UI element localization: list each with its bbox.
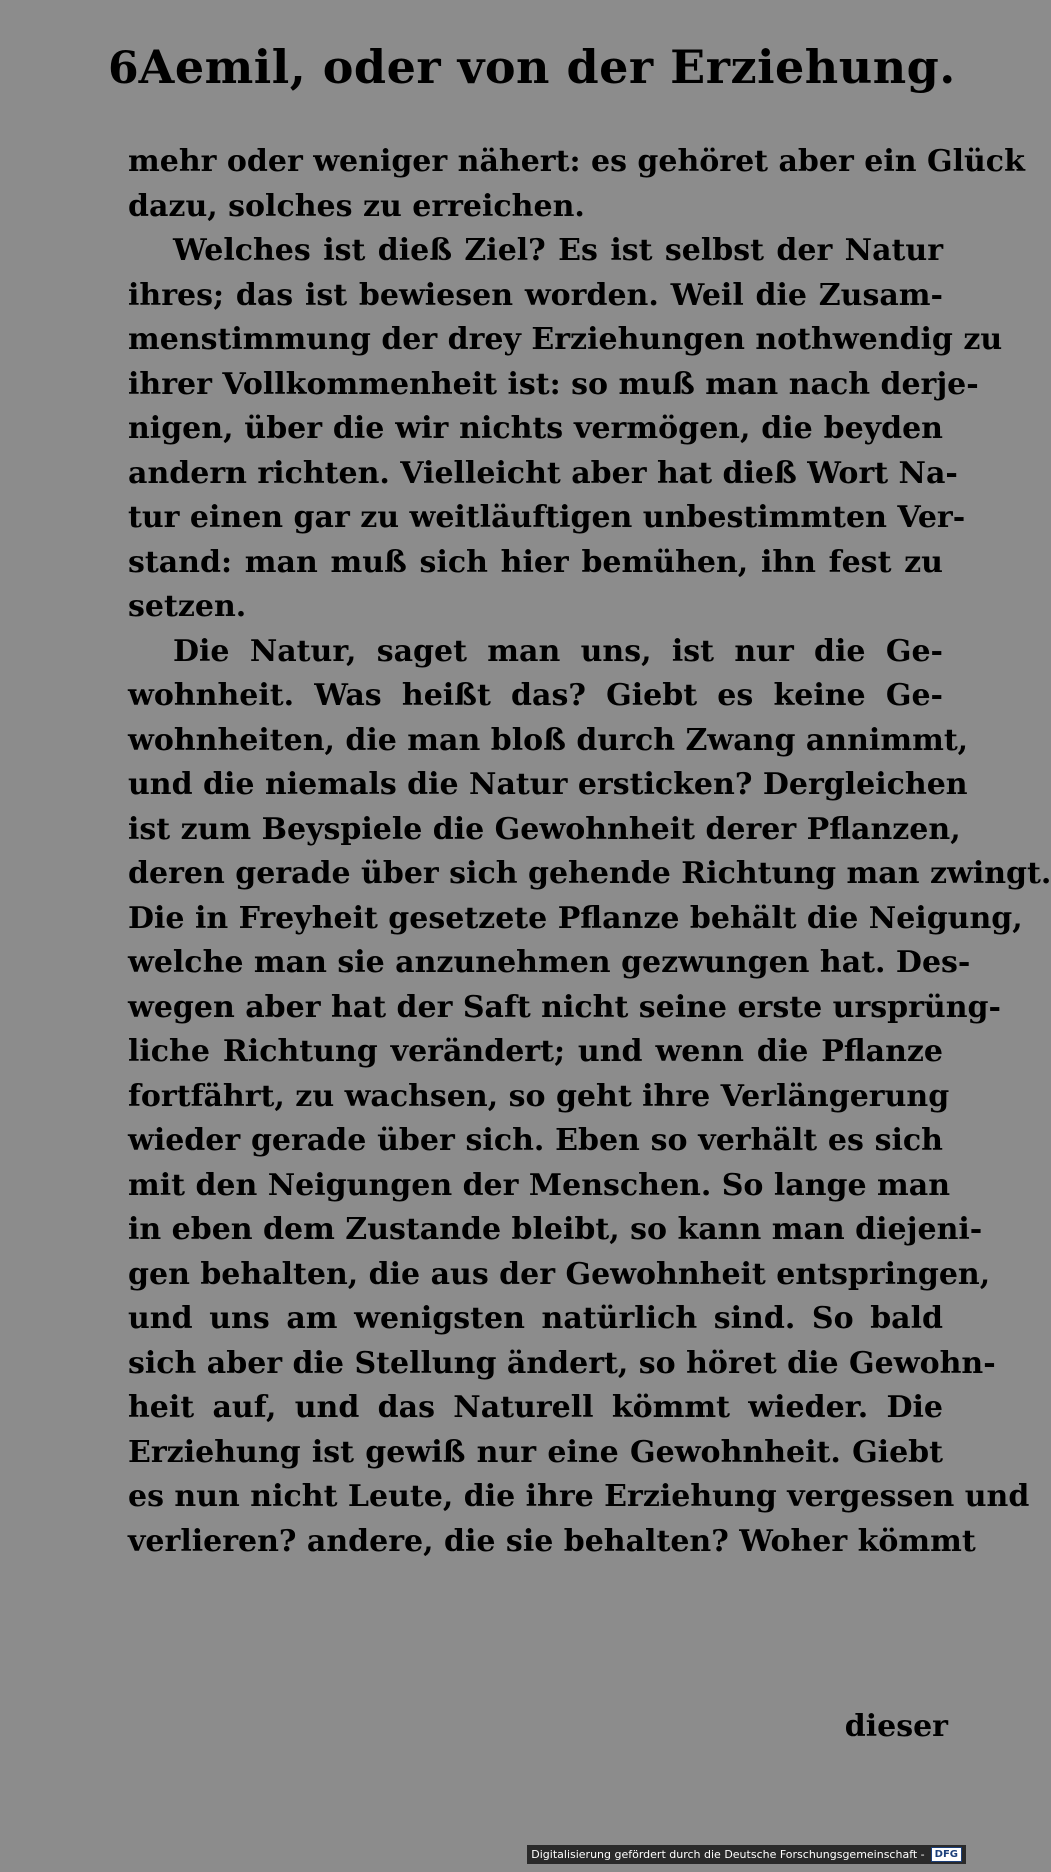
text-line: und uns am wenigsten natürlich sind. So bald <box>128 1301 943 1336</box>
text-line: deren gerade über sich gehende Richtung man zwingt. <box>128 856 1051 891</box>
text-line: ihrer Vollkommenheit ist: so muß man nach derje- <box>128 366 979 402</box>
text-line: tur einen gar zu weitläuftigen unbestimmten Ver- <box>128 500 966 535</box>
text-line: es nun nicht Leute, die ihre Erziehung vergessen und <box>128 1479 1030 1514</box>
text-line: liche Richtung verändert; und wenn die Pflanze <box>128 1034 943 1069</box>
text-line: Welches ist dieß Ziel? Es ist selbst der Natur <box>173 233 943 268</box>
catchword: dieser <box>844 1709 948 1744</box>
text-line: wegen aber hat der Saft nicht seine erste ursprüng- <box>128 989 1001 1025</box>
text-line: wieder gerade über sich. Eben so verhält es sich <box>128 1123 943 1158</box>
text-line: gen behalten, die aus der Gewohnheit entspringen, <box>128 1256 991 1292</box>
text-line: nigen, über die wir nichts vermögen, die beyden <box>128 411 943 446</box>
text-line: Die Natur, saget man uns, ist nur die Ge- <box>173 633 943 669</box>
credit-text: Digitalisierung gefördert durch die Deutsche Forschungsgemeinschaft - <box>531 1848 925 1861</box>
text-line: und die niemals die Natur ersticken? Dergleichen <box>128 767 968 802</box>
text-line: welche man sie anzunehmen gezwungen hat. Des- <box>128 945 971 980</box>
page-number: 6 <box>108 43 139 94</box>
body-text <box>128 140 1051 1564</box>
text-line: ihres; das ist bewiesen worden. Weil die Zusam- <box>128 277 943 313</box>
dfg-logo-icon: DFG <box>931 1847 962 1862</box>
text-line: dazu, solches zu erreichen. <box>128 188 585 224</box>
running-title: Aemil, oder von der Erziehung. <box>138 40 956 94</box>
text-line: ist zum Beyspiele die Gewohnheit derer Pflanzen, <box>128 811 961 847</box>
text-line: wohnheiten, die man bloß durch Zwang annimmt, <box>128 722 969 758</box>
page-header <box>108 40 956 110</box>
text-line: stand: man muß sich hier bemühen, ihn fest zu <box>128 544 943 580</box>
text-line: Erziehung ist gewiß nur eine Gewohnheit. Giebt <box>128 1434 943 1470</box>
text-line: Die in Freyheit gesetzete Pflanze behält die Neigung, <box>128 900 1023 936</box>
text-line: wohnheit. Was heißt das? Giebt es keine Ge- <box>128 678 943 713</box>
text-line: mit den Neigungen der Menschen. So lange man <box>128 1167 951 1203</box>
digitization-credit <box>527 1845 966 1864</box>
text-line: andern richten. Vielleicht aber hat dieß Wort Na- <box>128 455 958 491</box>
text-line: in eben dem Zustande bleibt, so kann man diejeni- <box>128 1212 983 1247</box>
text-line: heit auf, und das Naturell kömmt wieder. Die <box>128 1390 943 1425</box>
text-line: fortfährt, zu wachsen, so geht ihre Verlängerung <box>128 1078 950 1114</box>
text-line: setzen. <box>128 589 247 624</box>
text-line: mehr oder weniger nähert: es gehöret aber ein Glück <box>128 144 1025 179</box>
text-line: menstimmung der drey Erziehungen nothwendig zu <box>128 322 1003 357</box>
text-line: verlieren? andere, die sie behalten? Woher kömmt <box>128 1523 976 1559</box>
text-line: sich aber die Stellung ändert, so höret die Gewohn- <box>128 1345 996 1381</box>
